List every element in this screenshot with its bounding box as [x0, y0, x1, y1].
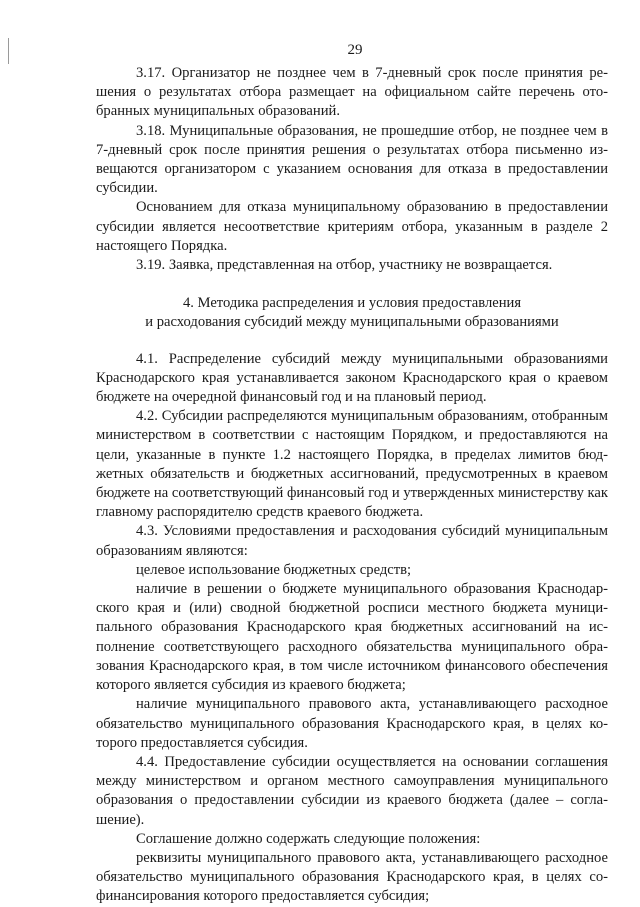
paragraph-4-1: 4.1. Распределение субсидий между муниципальными образованиями Краснодарского края устанавливается законом Краснодарского края о краевом бюджете на очередной финансовый год и на плановый период.	[96, 350, 608, 406]
section-heading-line-2: и расходования субсидий между муниципальными образованиями	[145, 314, 559, 331]
paragraph-4-4: 4.4. Предоставление субсидии осуществляется на основании соглашения между министерством и органом местного самоуправления муниципального образования о предоставлении субсидии из краевого бюджета (далее – соглашение).	[96, 753, 608, 828]
paragraph-3-17: 3.17. Организатор не позднее чем в 7-дневный срок после принятия решения о результатах отбора размещает на официальном сайте перечень отобранных муниципальных образований.	[96, 65, 608, 120]
paragraph-condition-targeted-use: целевое использование бюджетных средств;	[136, 561, 412, 578]
paragraph-3-19: 3.19. Заявка, представленная на отбор, участнику не возвращается.	[136, 257, 553, 274]
paragraph-3-18: 3.18. Муниципальные образования, не прошедшие отбор, не позднее чем в 7-дневный срок после принятия решения о результатах отбора письменно извещаются организатором с указанием основания для отказа в предоставлении субсидии.	[96, 122, 608, 197]
paragraph-agreement-provisions: Соглашение должно содержать следующие положения:	[136, 830, 481, 847]
paragraph-refusal-basis: Основанием для отказа муниципальному образованию в предоставлении субсидии является несоответствие критериям отбора, указанным в разделе 2 настоящего Порядка.	[96, 199, 608, 254]
paragraph-4-2: 4.2. Субсидии распределяются муниципальным образованиям, отобранным министерством в соответствии с настоящим Порядком, и предоставляются на цели, указанные в пункте 1.2 настоящего Порядка, в пределах лимитов бюджетных обязательств и бюджетных ассигнований, предусмотренных в краевом бюджете на соответствующий финансовый год и утвержденных министерству как главному распорядителю средств краевого бюджета.	[96, 408, 608, 521]
paragraph-condition-budget-allocations: наличие в решении о бюджете муниципального образования Краснодарского края и (или) сводной бюджетной росписи местного бюджета муниципального образования Краснодарского края бюджетных ассигнований на исполнение соответствующего расходного обязательства муниципального образования Краснодарского края, в том числе источником финансового обеспечения которого является субсидия из краевого бюджета;	[96, 581, 608, 694]
paragraph-condition-legal-act: наличие муниципального правового акта, устанавливающего расходное обязательство муниципального образования Краснодарского края, в целях которого предоставляется субсидия.	[96, 696, 608, 751]
section-heading-line-1: 4. Методика распределения и условия предоставления	[182, 295, 522, 312]
page-number: 29	[347, 42, 363, 58]
section-heading-4	[96, 294, 608, 332]
paragraph-provision-legal-act-details: реквизиты муниципального правового акта, устанавливающего расходное обязательство муниципального образования Краснодарского края, в целях софинансирования которого предоставляется субсидия;	[96, 849, 608, 905]
document-body	[96, 64, 608, 907]
paragraph-4-3: 4.3. Условиями предоставления и расходования субсидий муниципальным образованиям являются:	[96, 523, 608, 559]
